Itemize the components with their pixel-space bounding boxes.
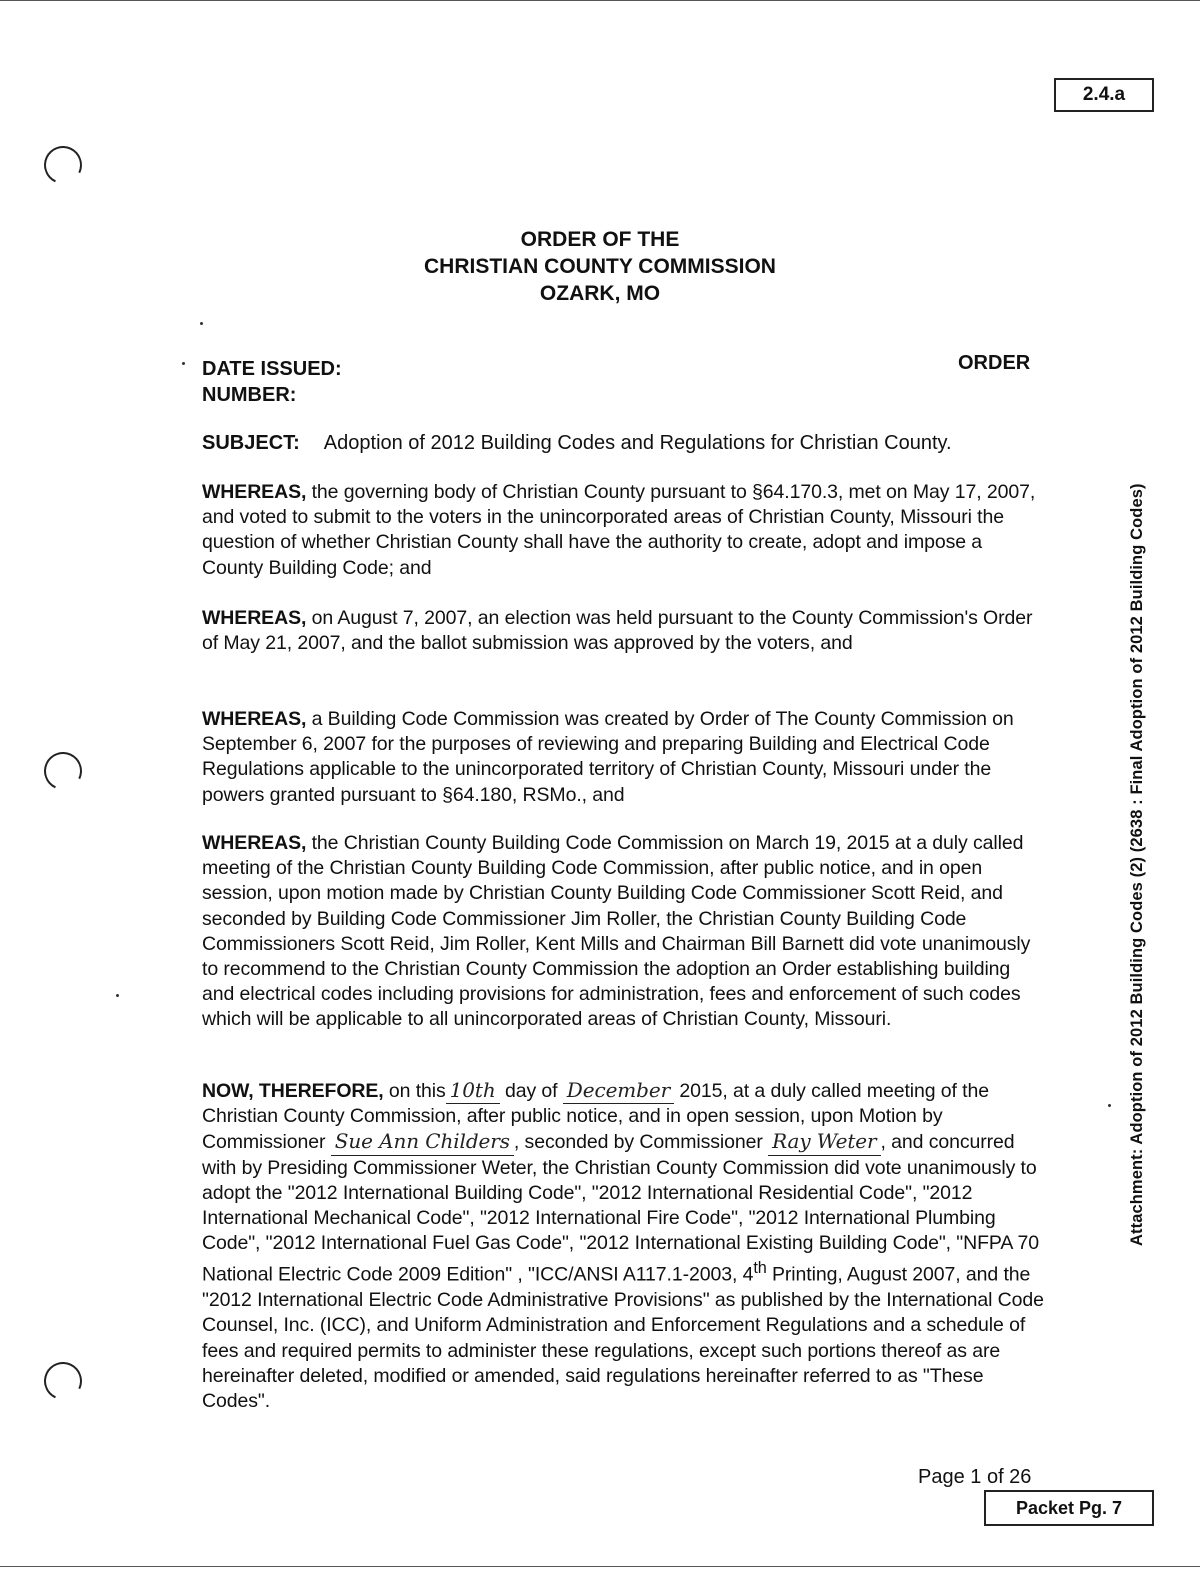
paragraph-text: 2015, at a duly called meeting of the Christian County Commission, after public notice, and in open session, upon Motion by Commissioner: [202, 1080, 989, 1154]
scan-speck: [200, 322, 203, 325]
paragraph-text: on this: [383, 1080, 446, 1102]
order-label: ORDER: [958, 352, 1031, 374]
punch-hole-icon: [39, 141, 88, 190]
paragraph-lead: WHEREAS,: [202, 832, 307, 854]
handwritten-day: 10th: [446, 1078, 500, 1104]
subject-text: Adoption of 2012 Building Codes and Regulations for Christian County.: [323, 432, 952, 454]
whereas-paragraph-3: [202, 707, 1044, 808]
top-rule: [0, 0, 1200, 1]
paragraph-lead: NOW, THEREFORE,: [202, 1080, 384, 1102]
whereas-paragraph-1: [202, 480, 1044, 581]
handwritten-seconder: Ray Weter: [768, 1129, 880, 1155]
paragraph-text: , and concurred with by Presiding Commissioner Weter, the Christian County Commission did vote unanimously to adopt the "2012 International Building Code", "2012 International Residential Code", "2012 International Mechanical Code", "2012 International Fire Code", "2012 International Plumbing Code", "2012 International Fuel Gas Code", "2012 International Existing Building Code", "NFPA 70 National Electric Code 2009 Edition" , "ICC/ANSI A117.1-2003, 4: [202, 1131, 1039, 1286]
scan-speck: [1108, 1104, 1111, 1107]
paragraph-text: on August 7, 2007, an election was held pursuant to the County Commission's Order of May 21, 2007, and the ballot submission was approved by the voters, and: [202, 607, 1033, 655]
paragraph-lead: WHEREAS,: [202, 607, 307, 629]
paragraph-text: a Building Code Commission was created by Order of The County Commission on September 6, 2007 for the purposes of reviewing and preparing Building and Electrical Code Regulations applicable to the unincorporated territory of Christian County, Missouri under the powers granted pursuant to §64.180, RSMo., and: [202, 708, 1014, 806]
punch-hole-icon: [39, 1357, 88, 1406]
header-line-2: CHRISTIAN COUNTY COMMISSION: [424, 255, 776, 278]
subject-line: [202, 430, 952, 456]
paragraph-text: Printing, August 2007, and the "2012 International Electric Code Administrative Provisions" as published by the International Code Counsel, Inc. (ICC), and Uniform Administration and Enforcement Regulations and a schedule of fees and required permits to administer these regulations, except such portions thereof as are hereinafter deleted, modified or amended, said regulations hereinafter referred to as "These Codes".: [202, 1263, 1044, 1412]
now-therefore-paragraph: [202, 1078, 1044, 1414]
punch-hole-icon: [39, 747, 88, 796]
document-header: [300, 226, 900, 307]
handwritten-month: December: [563, 1078, 674, 1104]
page-number: Page 1 of 26: [918, 1466, 1032, 1488]
bottom-rule: [0, 1566, 1200, 1567]
paragraph-text: day of: [499, 1080, 563, 1102]
scan-speck: [182, 362, 185, 365]
whereas-paragraph-2: [202, 606, 1044, 656]
handwritten-mover: Sue Ann Childers: [331, 1129, 514, 1155]
date-issued-label: DATE ISSUED:: [202, 358, 342, 380]
number-label: NUMBER:: [202, 384, 297, 406]
agenda-tag: 2.4.a: [1054, 78, 1154, 112]
subject-label: SUBJECT:: [202, 432, 300, 454]
paragraph-lead: WHEREAS,: [202, 708, 307, 730]
order-meta: [202, 356, 342, 408]
header-line-1: ORDER OF THE: [520, 228, 680, 251]
header-line-3: OZARK, MO: [539, 282, 661, 305]
paragraph-text: the Christian County Building Code Commission on March 19, 2015 at a duly called meeting of the Christian County Building Code Commission, after public notice, and in open session, upon motion made by Christian County Building Code Commissioner Scott Reid, and seconded by Building Code Commissioner Jim Roller, the Christian County Building Code Commissioners Scott Reid, Jim Roller, Kent Mills and Chairman Bill Barnett did vote unanimously to recommend to the Christian County Commission the adoption an Order establishing building and electrical codes including provisions for administration, fees and enforcement of such codes which will be applicable to all unincorporated areas of Christian County, Missouri.: [202, 832, 1031, 1031]
ordinal-suffix: th: [753, 1259, 767, 1278]
paragraph-lead: WHEREAS,: [202, 481, 307, 503]
paragraph-text: , seconded by Commissioner: [513, 1131, 769, 1154]
whereas-paragraph-4: [202, 831, 1044, 1033]
paragraph-text: the governing body of Christian County pursuant to §64.170.3, met on May 17, 2007, and voted to submit to the voters in the unincorporated areas of Christian County, Missouri the question of whether Christian County shall have the authority to create, adopt and impose a County Building Code; and: [202, 481, 1036, 579]
scan-speck: [116, 994, 119, 997]
packet-page-box: Packet Pg. 7: [984, 1490, 1154, 1526]
attachment-side-label: Attachment: Adoption of 2012 Building Codes (2) (2638 : Final Adoption of 2012 Building Codes): [1128, 483, 1146, 1246]
